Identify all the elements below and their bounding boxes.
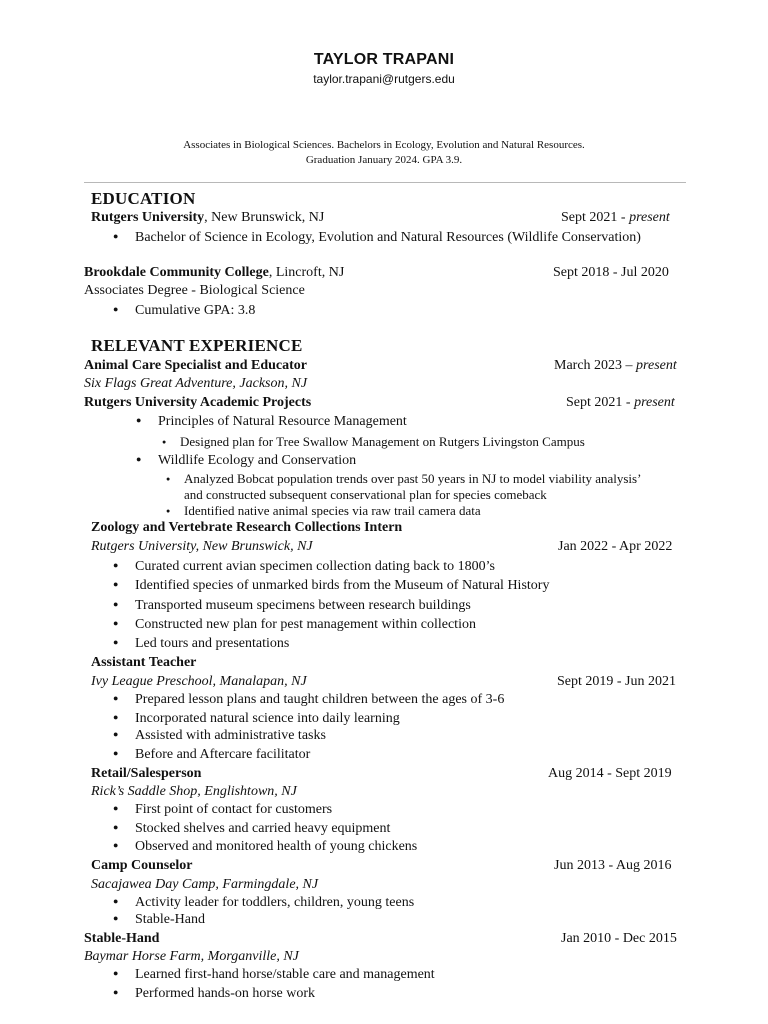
job-bullet: ● Led tours and presentations (113, 636, 289, 652)
job-bullet: ● Before and Aftercare facilitator (113, 747, 310, 763)
email-address: taylor.trapani@rutgers.edu (313, 72, 455, 86)
project-item: ● Identified native animal species via raw trail camera data (166, 503, 481, 519)
job-bullet: ● Performed hands-on horse work (113, 986, 315, 1002)
education-brookdale-degree: Associates Degree - Biological Science (84, 283, 305, 298)
school-name: Brookdale Community College (84, 265, 269, 280)
job-place: Rick’s Saddle Shop, Englishtown, NJ (91, 784, 297, 799)
education-brookdale-dates: Sept 2018 - Jul 2020 (553, 265, 669, 280)
date-end: present (629, 210, 670, 225)
job-title: Retail/Salesperson (91, 766, 202, 781)
job-bullet: ● Learned first-hand horse/stable care and management (113, 967, 435, 983)
school-name: Rutgers University (91, 210, 205, 225)
date-end: present (636, 358, 677, 373)
project-item: ● Analyzed Bobcat population trends over past 50 years in NJ to model viability analysis’ (166, 471, 641, 487)
job-title: Stable-Hand (84, 931, 160, 946)
education-rutgers-degree: ● Bachelor of Science in Ecology, Evolution and Natural Resources (Wildlife Conservation) (113, 230, 641, 246)
job-title: Animal Care Specialist and Educator (84, 358, 307, 373)
education-rutgers-school (91, 210, 324, 226)
summary-line-2: Graduation January 2024. GPA 3.9. (305, 154, 463, 166)
job-place: Ivy League Preschool, Manalapan, NJ (91, 674, 307, 689)
job-dates: Jun 2013 - Aug 2016 (554, 858, 672, 873)
job-bullet: ● Prepared lesson plans and taught children between the ages of 3-6 (113, 692, 504, 708)
job-bullet: ● Curated current avian specimen collection dating back to 1800’s (113, 559, 495, 575)
project-course: ● Wildlife Ecology and Conservation (136, 453, 356, 469)
education-rutgers-dates (561, 210, 670, 226)
job-bullet: ● Assisted with administrative tasks (113, 728, 326, 744)
job-dates (554, 358, 677, 374)
project-item-continued: and constructed subsequent conservational plan for species comeback (184, 487, 547, 502)
job-bullet: ● Observed and monitored health of young chickens (113, 839, 417, 855)
job-bullet: ● Constructed new plan for pest management within collection (113, 617, 476, 633)
job-place: Sacajawea Day Camp, Farmingdale, NJ (91, 877, 319, 892)
school-location: , New Brunswick, NJ (204, 210, 325, 225)
job-place: Six Flags Great Adventure, Jackson, NJ (84, 376, 308, 391)
project-item: ● Designed plan for Tree Swallow Management on Rutgers Livingston Campus (162, 434, 585, 450)
job-title: Assistant Teacher (91, 655, 197, 670)
job-bullet: ● First point of contact for customers (113, 802, 332, 818)
project-course: ● Principles of Natural Resource Management (136, 414, 407, 430)
job-bullet: ● Stable-Hand (113, 912, 205, 928)
date-end: present (634, 395, 675, 410)
job-place: Baymar Horse Farm, Morganville, NJ (84, 949, 299, 964)
education-heading: EDUCATION (91, 189, 196, 208)
job-bullet: ● Identified species of unmarked birds from the Museum of Natural History (113, 578, 549, 594)
date-start: March 2023 – (554, 358, 637, 373)
date-start: Sept 2021 - (566, 395, 635, 410)
job-place: Rutgers University, New Brunswick, NJ (91, 539, 313, 554)
job-dates: Jan 2022 - Apr 2022 (558, 539, 673, 554)
job-bullet: ● Transported museum specimens between research buildings (113, 598, 471, 614)
job-title: Zoology and Vertebrate Research Collections Intern (91, 520, 403, 535)
resume-name: TAYLOR TRAPANI (313, 51, 455, 68)
education-brookdale-school (84, 265, 344, 281)
date-start: Sept 2021 - (561, 210, 630, 225)
job-dates (566, 395, 675, 411)
job-title: Rutgers University Academic Projects (84, 395, 312, 410)
school-location: , Lincroft, NJ (268, 265, 345, 280)
experience-heading: RELEVANT EXPERIENCE (91, 336, 303, 355)
summary-line-1: Associates in Biological Sciences. Bachelors in Ecology, Evolution and Natural Resources. (183, 139, 585, 151)
job-bullet: ● Incorporated natural science into daily learning (113, 711, 400, 727)
header-divider (84, 182, 686, 183)
job-dates: Aug 2014 - Sept 2019 (548, 766, 672, 781)
job-dates: Sept 2019 - Jun 2021 (557, 674, 676, 689)
job-bullet: ● Stocked shelves and carried heavy equipment (113, 821, 390, 837)
education-brookdale-gpa: ● Cumulative GPA: 3.8 (113, 303, 255, 319)
job-dates: Jan 2010 - Dec 2015 (561, 931, 677, 946)
job-bullet: ● Activity leader for toddlers, children, young teens (113, 895, 414, 911)
job-title: Camp Counselor (91, 858, 193, 873)
